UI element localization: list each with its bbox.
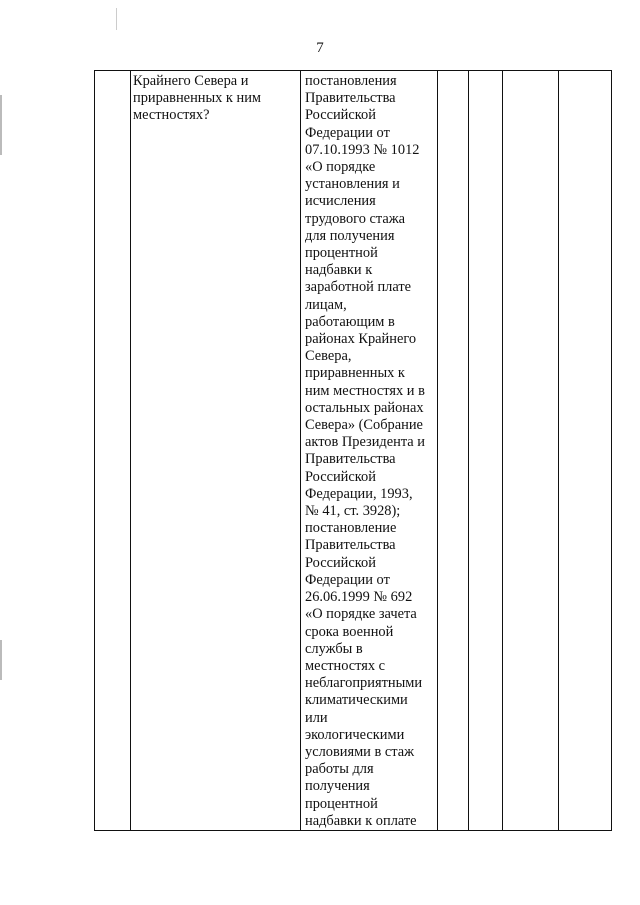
column-divider (502, 71, 503, 830)
page-number: 7 (316, 40, 324, 56)
scan-artifact (0, 640, 2, 680)
column-divider (300, 71, 301, 830)
legal-basis-cell: постановления Правительства Российской Федерации от 07.10.1993 № 1012 «О порядке установления и исчисления трудового стажа для получения процентной надбавки к заработной плате лицам, работающим в районах Крайнего Севера, приравненных к ним местностях и в остальных районах Севера» (Собрание актов Президента и Правительства Российской Федерации, 1993, № 41, ст. 3928); постановление Правительства Российской Федерации от 26.06.1999 № 692 «О порядке зачета срока военной службы в местностях с неблагоприятными климатическими или экологическими условиями в стаж работы для получения процентной надбавки к оплате (305, 73, 425, 829)
scan-artifact (0, 95, 2, 155)
scan-artifact (116, 8, 117, 30)
checklist-table (94, 70, 612, 831)
column-divider (558, 71, 559, 830)
criterion-cell: Крайнего Севера и приравненных к ним местностях? (133, 73, 262, 124)
column-divider (130, 71, 131, 830)
column-divider (468, 71, 469, 830)
